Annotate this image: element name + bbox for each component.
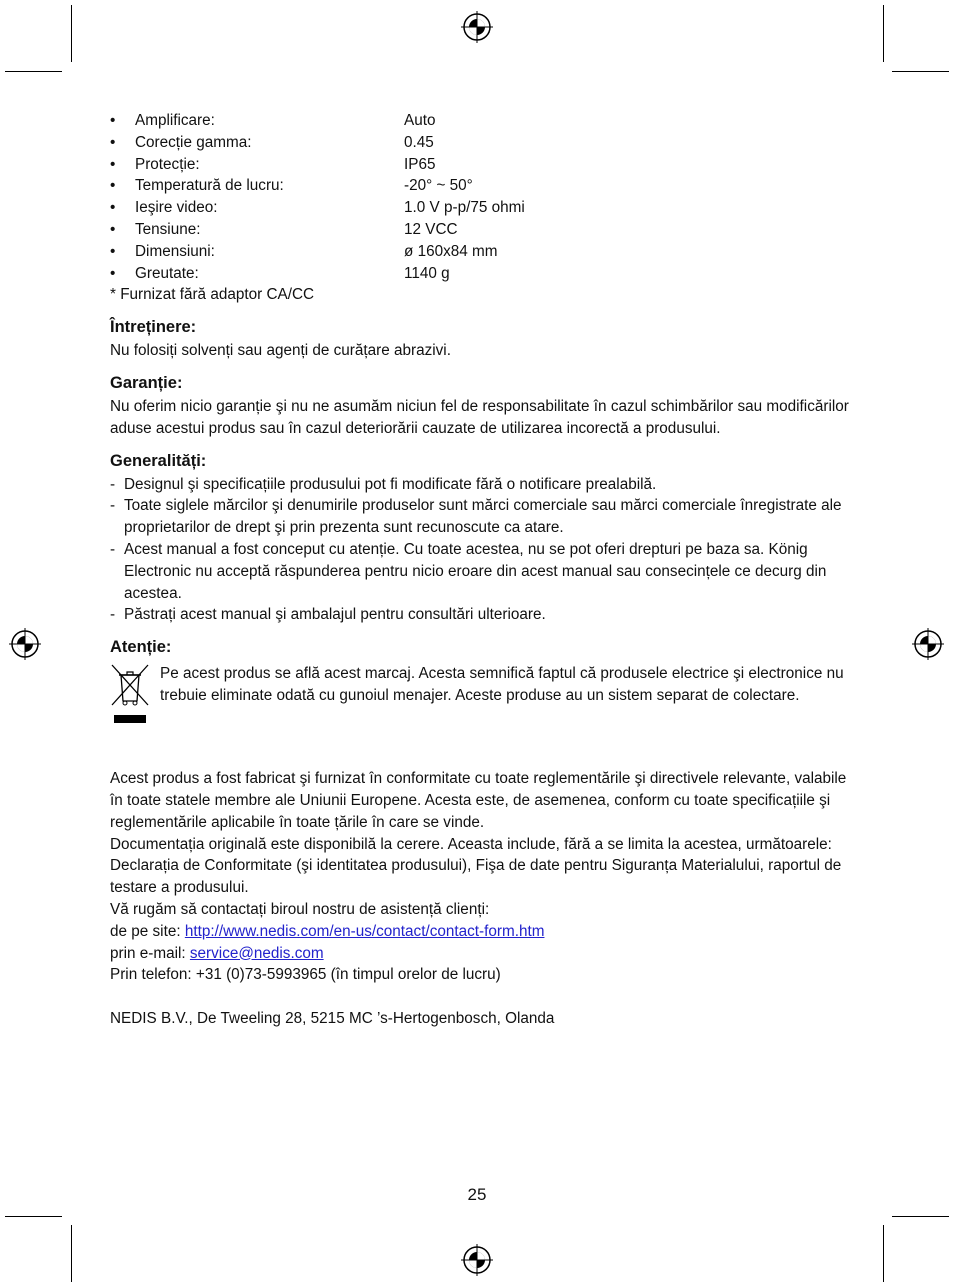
spec-value: 12 VCC (404, 220, 458, 238)
contact-intro: Vă rugăm să contactați biroul nostru de asistență clienți: (110, 900, 490, 918)
bullet: • (110, 133, 116, 151)
page-content (110, 110, 850, 1030)
crop-mark (883, 5, 884, 62)
contact-phone-line: Prin telefon: +31 (0)73-5993965 (în timpul orelor de lucru) (110, 966, 501, 984)
spec-label: Dimensiuni: (135, 242, 215, 260)
spec-row (110, 175, 850, 197)
generalitati-list (110, 474, 850, 627)
spec-label: Temperatură de lucru: (135, 177, 284, 195)
conformity-paragraph: Acest produs a fost fabricat şi furnizat în conformitate cu toate reglementările şi directivele relevante, valabile în toate statele membre ale Uniunii Europene. Acesta este, de asemenea, conform cu toate specificațiile şi reglementările aplicabile în toate țările în care se vinde. (110, 770, 847, 831)
page-number: 25 (467, 1185, 487, 1204)
list-item (110, 539, 850, 604)
registration-mark-icon (461, 1244, 493, 1276)
site-prefix: de pe site: (110, 922, 185, 940)
conformity-section (110, 768, 850, 986)
email-prefix: prin e-mail: (110, 944, 190, 962)
contact-email-line (110, 943, 850, 965)
documentation-paragraph: Documentația originală este disponibilă la cerere. Aceasta include, fără a se limita la acestea, următoarele: Declarația de Conformitate (şi identitatea produsului), Fişa de date pentru Siguranța Materialului, raportul de testare a produsului. (110, 835, 842, 897)
intretinere-text: Nu folosiți solvenți sau agenți de curățare abrazivi. (110, 342, 451, 360)
dash-marker: - (110, 497, 116, 515)
contact-site-line (110, 921, 850, 943)
spec-label: Corecție gamma: (135, 133, 252, 151)
spec-row (110, 219, 850, 241)
spec-value: -20° ~ 50° (404, 177, 473, 195)
spec-label: Greutate: (135, 264, 199, 282)
registration-mark-icon (9, 628, 41, 660)
spec-row (110, 132, 850, 154)
spec-label: Amplificare: (135, 112, 215, 129)
dash-marker: - (110, 606, 116, 624)
crop-mark (5, 71, 62, 72)
crop-mark (71, 1225, 72, 1282)
spec-value: Auto (404, 112, 436, 129)
spec-row (110, 154, 850, 176)
crop-mark (883, 1225, 884, 1282)
registration-mark-icon (461, 11, 493, 43)
spec-label: Protecție: (135, 155, 200, 173)
atentie-text: Pe acest produs se află acest marcaj. Acesta semnifică faptul că produsele electrice şi electronice nu trebuie eliminate odată cu gunoiul menajer. Aceste produse au un sistem separat de colectare. (160, 665, 844, 704)
dash-marker: - (110, 540, 116, 558)
spec-row (110, 197, 850, 219)
section-heading-generalitati: Generalități: (110, 451, 207, 470)
crop-mark (892, 1216, 949, 1217)
crop-mark (892, 71, 949, 72)
list-item-text: Păstrați acest manual şi ambalajul pentru consultări ulterioare. (124, 606, 546, 624)
list-item-text: Designul şi specificațiile produsului pot fi modificate fără o notificare prealabilă. (124, 475, 657, 493)
list-item-text: Toate siglele mărcilor şi denumirile produselor sunt mărci comerciale sau mărci comerciale înregistrate ale proprietarilor de drept şi prin prezenta sunt recunoscute ca atare. (124, 497, 842, 537)
weee-crossed-bin-icon (110, 663, 160, 733)
bullet: • (110, 264, 116, 282)
crop-mark (71, 5, 72, 62)
crop-mark (5, 1216, 62, 1217)
contact-form-link[interactable]: http://www.nedis.com/en-us/contact/contact-form.htm (184, 922, 545, 940)
bullet: • (110, 220, 116, 238)
dash-marker: - (110, 475, 116, 493)
bullet: • (110, 155, 116, 173)
list-item (110, 604, 850, 626)
spec-value: 0.45 (404, 133, 434, 151)
bullet: • (110, 199, 116, 217)
section-heading-intretinere: Întreținere: (110, 318, 197, 337)
spec-value: IP65 (404, 155, 436, 173)
spec-row (110, 110, 850, 132)
spec-row (110, 241, 850, 263)
section-heading-garantie: Garanție: (110, 373, 183, 392)
company-address: NEDIS B.V., De Tweeling 28, 5215 MC ’s-Hertogenbosch, Olanda (110, 1010, 555, 1028)
list-item (110, 474, 850, 496)
atentie-block (110, 663, 850, 733)
bullet: • (110, 177, 116, 195)
section-heading-atentie: Atenție: (110, 638, 172, 657)
spec-row (110, 263, 850, 285)
spec-list (110, 110, 850, 284)
spec-label: Tensiune: (135, 220, 201, 238)
bullet: • (110, 242, 116, 260)
bullet: • (110, 112, 116, 129)
list-item (110, 495, 850, 539)
spec-value: 1140 g (404, 264, 450, 282)
spec-note: * Furnizat fără adaptor CA/CC (110, 286, 315, 304)
list-item-text: Acest manual a fost conceput cu atenție. Cu toate acestea, nu se pot oferi drepturi pe baza sa. König Electronic nu acceptă răspunderea pentru nicio eroare din acest manual sau consecințele ce decurg din acestea. (124, 540, 827, 602)
spec-value: 1.0 V p-p/75 ohmi (404, 199, 525, 217)
registration-mark-icon (912, 628, 944, 660)
spec-label: Ieşire video: (135, 199, 218, 217)
spec-value: ø 160x84 mm (404, 242, 498, 260)
email-link[interactable]: service@nedis.com (189, 944, 324, 962)
garantie-text: Nu oferim nicio garanție şi nu ne asumăm niciun fel de responsabilitate în cazul schimbărilor sau modificărilor aduse acestui produs sau în cazul deteriorării cauzate de utilizarea incorectă a produsului. (110, 397, 849, 437)
